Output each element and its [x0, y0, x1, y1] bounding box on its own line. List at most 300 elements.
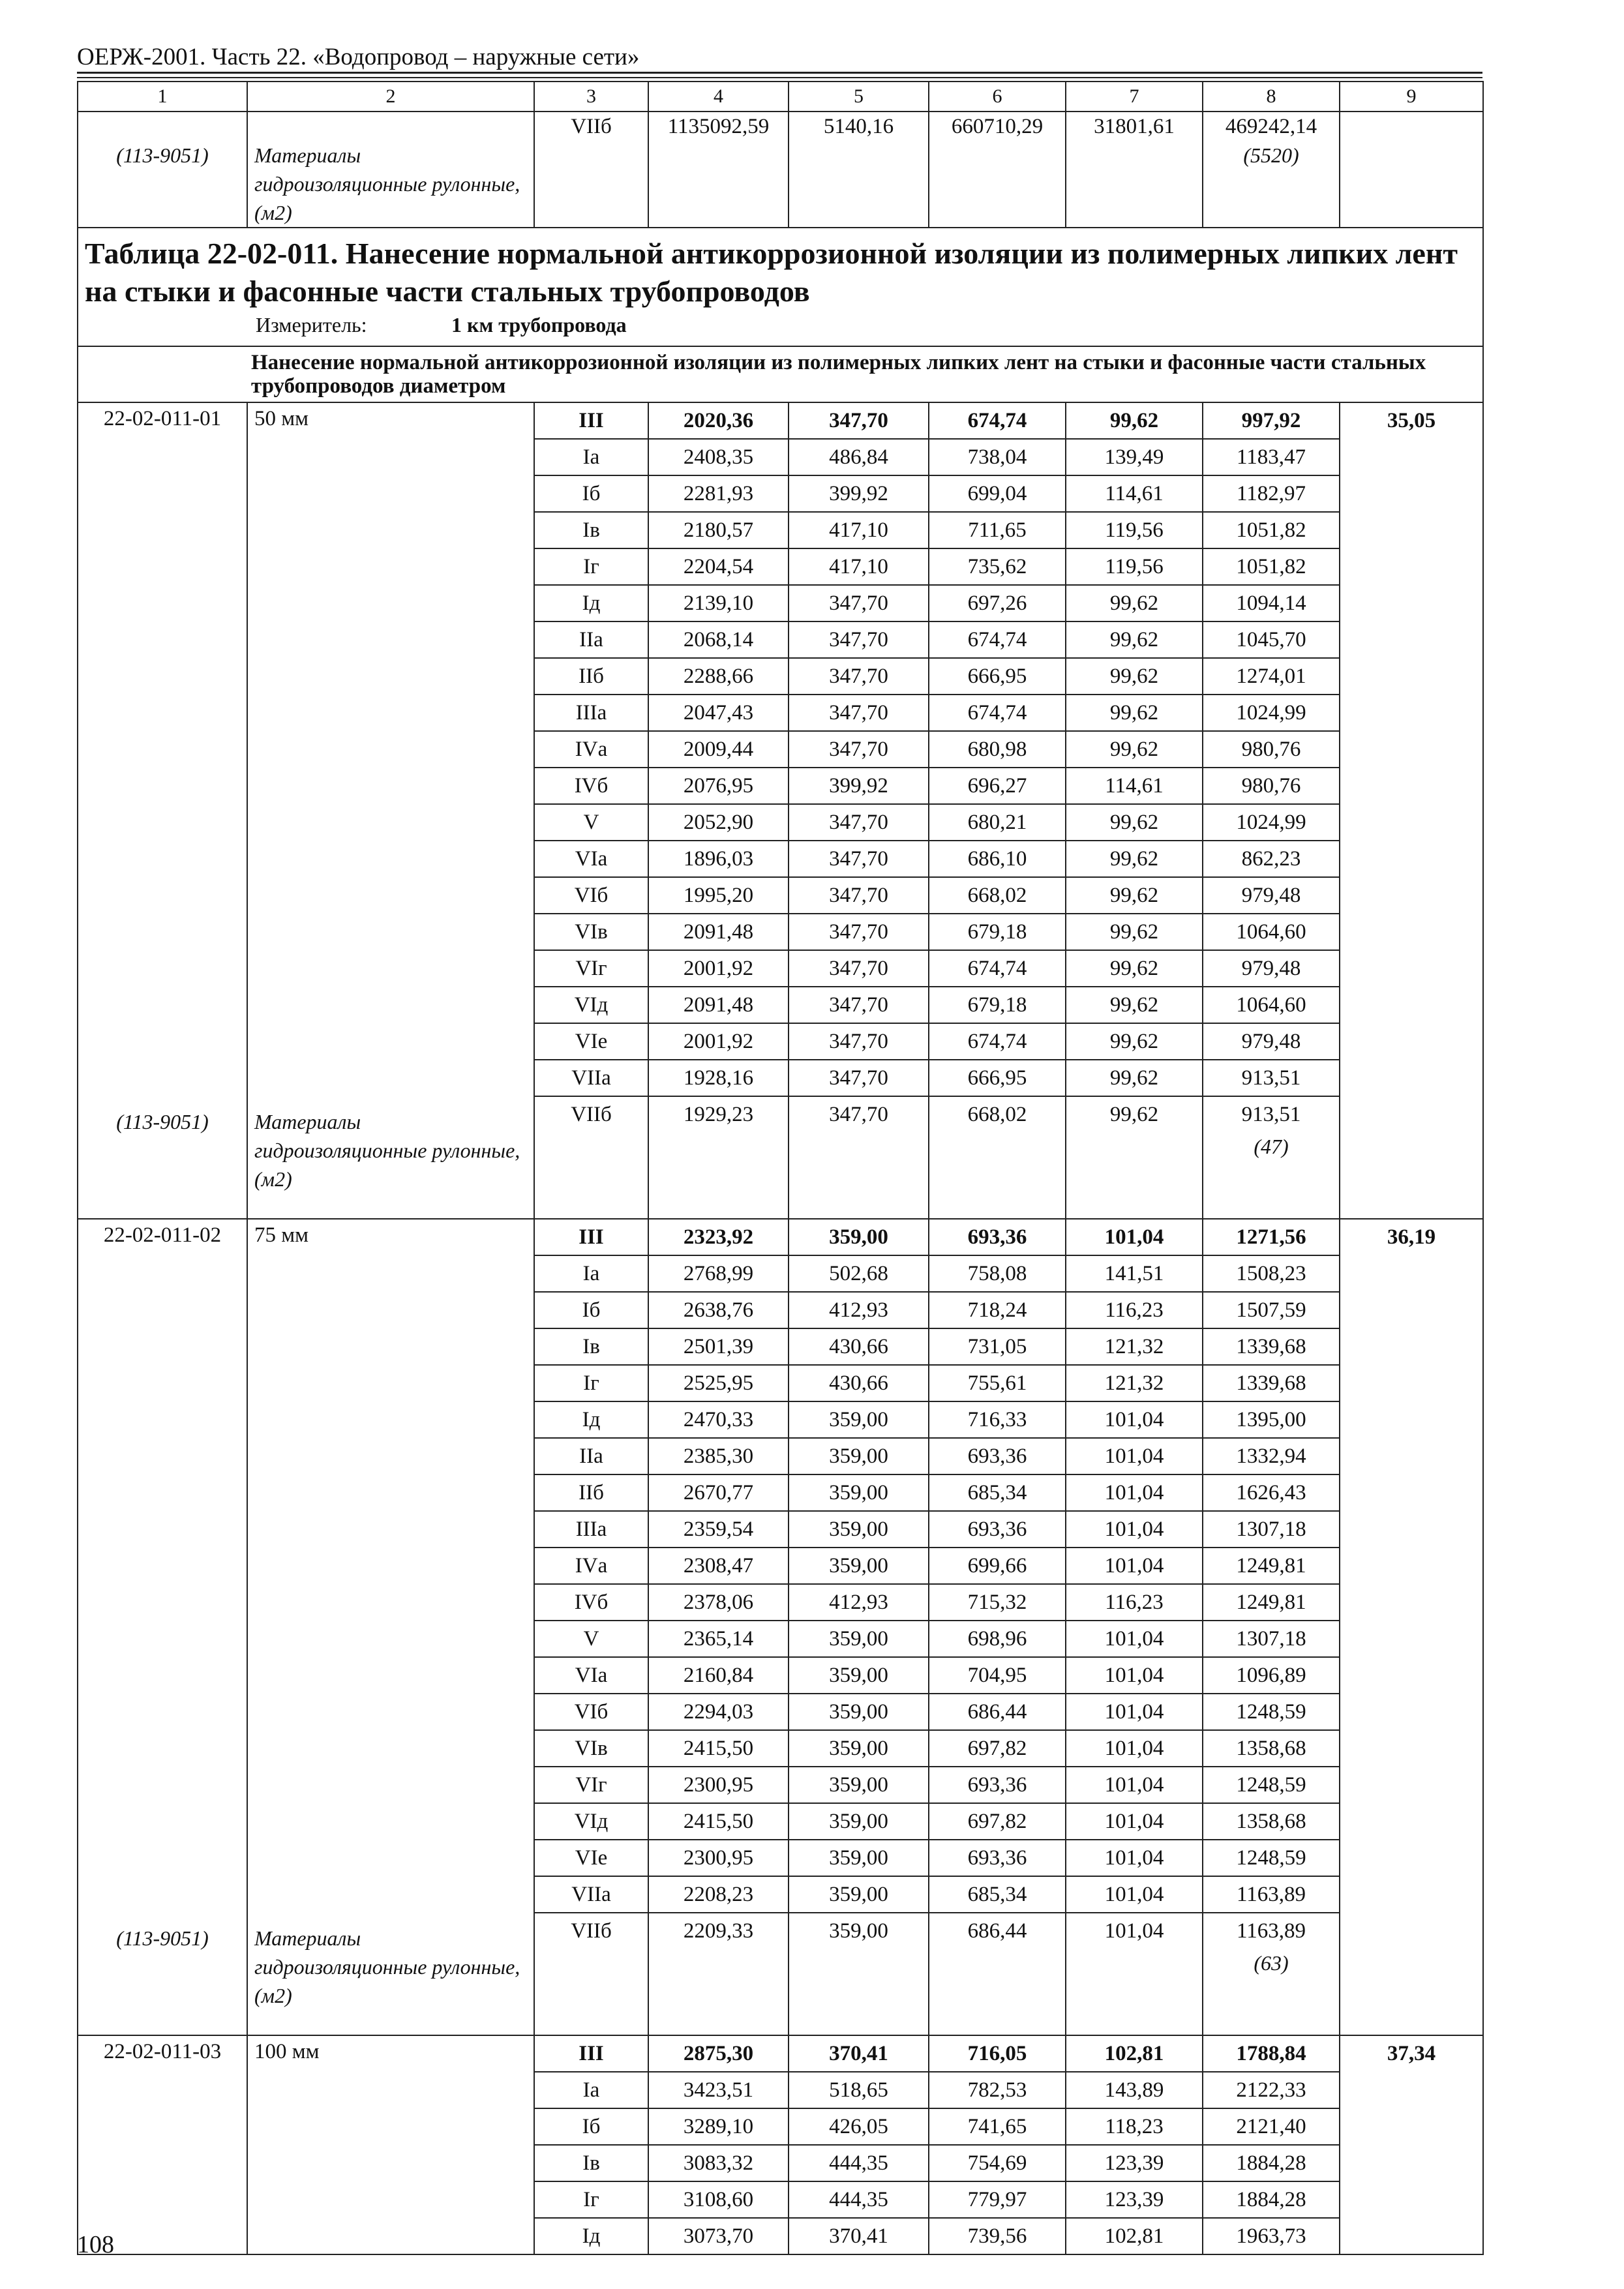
- cell-value: 1064,60: [1203, 987, 1339, 1024]
- cell-value: 2408,35: [649, 440, 788, 476]
- region-code: VIв: [535, 1731, 648, 1767]
- cell-value: 2076,95: [649, 768, 788, 805]
- carryover-row: [78, 112, 1483, 228]
- region-code: IIIа: [535, 695, 648, 732]
- cell-value: 347,70: [789, 914, 928, 951]
- table-title: Таблица 22-02-011. Нанесение нормальной антикоррозионной изоляции из полимерных липких лент на стыки и фасонные части стальных трубопроводов: [85, 237, 1458, 308]
- region-code: IIб: [535, 659, 648, 695]
- cell-value: 693,36: [929, 1439, 1065, 1475]
- region-code: Iа: [535, 1256, 648, 1293]
- cell-value: 1884,28: [1203, 2182, 1339, 2219]
- cell-value: 1248,59: [1203, 1840, 1339, 1877]
- cell-value: 679,18: [929, 987, 1065, 1024]
- cell-value: 2009,44: [649, 732, 788, 768]
- cell-value: 359,00: [789, 1731, 928, 1767]
- cell-value: 693,36: [929, 1512, 1065, 1548]
- rate-code: 22-02-011-01: [103, 407, 222, 430]
- cell-value: 979,48: [1203, 1024, 1339, 1060]
- cell-value: 1307,18: [1203, 1621, 1339, 1658]
- spacer: [1203, 1977, 1339, 2035]
- cell-value: 674,74: [929, 622, 1065, 659]
- cell-value: 430,66: [789, 1329, 928, 1366]
- spacer: [1203, 1161, 1339, 1218]
- cell-value: 685,34: [929, 1877, 1065, 1913]
- cell-value: 1182,97: [1203, 476, 1339, 513]
- header-rule-thin: [77, 77, 1482, 78]
- cell-value: 697,26: [929, 586, 1065, 622]
- labor-cost: 35,05: [1387, 409, 1436, 432]
- cell-value: 1626,43: [1203, 1475, 1339, 1512]
- cell-value: 426,05: [789, 2109, 928, 2146]
- rate-group: [78, 402, 1483, 1219]
- cell-value: 359,00: [789, 1439, 928, 1475]
- table-body: [78, 82, 1483, 2254]
- cell-value: 99,62: [1066, 987, 1202, 1024]
- cell-value: 518,65: [789, 2072, 928, 2109]
- cell-value: 101,04: [1066, 1731, 1202, 1767]
- region-code: IVа: [535, 732, 648, 768]
- cell-value: 1051,82: [1203, 549, 1339, 586]
- cell-value: 102,81: [1104, 2224, 1164, 2248]
- cell-value: 101,04: [1066, 1439, 1202, 1475]
- value-column-6: [929, 1219, 1066, 2035]
- region-code: IIа: [535, 622, 648, 659]
- value-column-8: [1203, 2035, 1340, 2254]
- column-number: 7: [1066, 82, 1203, 112]
- cell-value: 123,39: [1066, 2146, 1202, 2182]
- cell-value: 417,10: [789, 513, 928, 549]
- cell-value: 2300,95: [649, 1840, 788, 1877]
- work-name-cell: [247, 402, 534, 1219]
- cell-value: 1248,59: [1203, 1767, 1339, 1804]
- cell-value: 2323,92: [649, 1219, 788, 1256]
- cell-value: 668,02: [967, 1103, 1027, 1126]
- cell-value: 2001,92: [649, 951, 788, 987]
- measure-value: 1 км трубопровода: [451, 313, 627, 337]
- cell-value: 370,41: [829, 2224, 888, 2248]
- region-code: Iб: [535, 2109, 648, 2146]
- cell-value: 1928,16: [649, 1060, 788, 1097]
- value-column-4: [648, 402, 789, 1219]
- cell-value: 99,62: [1066, 1024, 1202, 1060]
- title-row: [78, 228, 1483, 346]
- cell-value: 1024,99: [1203, 805, 1339, 841]
- cell-value: 693,36: [929, 1767, 1065, 1804]
- value-column-7: [1066, 2035, 1203, 2254]
- cell-value: 716,33: [929, 1402, 1065, 1439]
- cell-value: 347,70: [789, 659, 928, 695]
- cell-value: 359,00: [789, 1621, 928, 1658]
- spacer: [929, 1949, 1065, 2035]
- cell-value: 697,82: [929, 1804, 1065, 1840]
- column-number-row: [78, 82, 1483, 112]
- region-code: Iд: [582, 2224, 601, 2248]
- cell-value: 359,00: [789, 1804, 928, 1840]
- region-code: VIIб: [571, 115, 612, 138]
- labor-cost-cell: [1340, 402, 1483, 1219]
- cell-value: 693,36: [929, 1219, 1065, 1256]
- cell-value: 347,70: [789, 987, 928, 1024]
- cell-value: 121,32: [1066, 1329, 1202, 1366]
- cell-value: 2052,90: [649, 805, 788, 841]
- cell-value: 99,62: [1066, 732, 1202, 768]
- cell-col6: 660710,29: [951, 115, 1044, 138]
- cell-value: 347,70: [789, 1024, 928, 1060]
- spacer: [929, 1132, 1065, 1218]
- cell-value: 679,18: [929, 914, 1065, 951]
- region-code: Iд: [535, 1402, 648, 1439]
- cell-value: 99,62: [1066, 1060, 1202, 1097]
- cell-value: 2160,84: [649, 1658, 788, 1694]
- cell-value: 1248,59: [1203, 1694, 1339, 1731]
- cell-value: 1064,60: [1203, 914, 1339, 951]
- cell-value: 913,51: [1203, 1060, 1339, 1097]
- cell-value: 716,05: [929, 2036, 1065, 2072]
- cell-value: 1358,68: [1203, 1731, 1339, 1767]
- cell-value: 347,70: [789, 805, 928, 841]
- column-number: 2: [247, 82, 534, 112]
- cell-value: 399,92: [789, 476, 928, 513]
- cell-value: 697,82: [929, 1731, 1065, 1767]
- cell-value: 2294,03: [649, 1694, 788, 1731]
- column-number: 4: [648, 82, 789, 112]
- spacer: [78, 1247, 247, 1924]
- region-code: IIб: [535, 1475, 648, 1512]
- region-code: Iг: [535, 1366, 648, 1402]
- cell-value: 99,62: [1066, 914, 1202, 951]
- subheading: Нанесение нормальной антикоррозионной изоляции из полимерных липких лент на стыки и фасонные части стальных трубопроводов диаметром: [78, 346, 1483, 402]
- cell-value: 2300,95: [649, 1767, 788, 1804]
- cell-value: 2281,93: [649, 476, 788, 513]
- cell-value: 347,70: [789, 732, 928, 768]
- cell-value: 444,35: [789, 2146, 928, 2182]
- cell-value: 99,62: [1066, 403, 1202, 440]
- measure-line: [85, 313, 1477, 337]
- cell-value: 2875,30: [649, 2036, 788, 2072]
- cell-value: 1183,47: [1203, 440, 1339, 476]
- cell-value: 116,23: [1066, 1585, 1202, 1621]
- region-code: IVб: [535, 1585, 648, 1621]
- cell-value: 979,48: [1203, 878, 1339, 914]
- cell-value: 99,62: [1066, 878, 1202, 914]
- cell-value: 1094,14: [1203, 586, 1339, 622]
- cell-value: 118,23: [1066, 2109, 1202, 2146]
- cell-value: 2768,99: [649, 1256, 788, 1293]
- cell-value: 486,84: [789, 440, 928, 476]
- cell-value: 347,70: [789, 878, 928, 914]
- cell-value: 417,10: [789, 549, 928, 586]
- cell-value: 1339,68: [1203, 1329, 1339, 1366]
- cell-value: 3423,51: [649, 2072, 788, 2109]
- labor-cost-cell: [1340, 1219, 1483, 2035]
- column-number: 5: [789, 82, 929, 112]
- cell-value: 359,00: [789, 1840, 928, 1877]
- rate-group: [78, 1219, 1483, 2035]
- cell-value: 99,62: [1066, 841, 1202, 878]
- cell-value: 699,66: [929, 1548, 1065, 1585]
- cell-value: 980,76: [1203, 732, 1339, 768]
- cell-value: 2068,14: [649, 622, 788, 659]
- value-column-5: [789, 402, 929, 1219]
- cell-value: 123,39: [1066, 2182, 1202, 2219]
- region-code: VIе: [535, 1024, 648, 1060]
- cell-value: 696,27: [929, 768, 1065, 805]
- cell-value: 99,62: [1109, 1103, 1159, 1126]
- cell-value: 347,70: [789, 586, 928, 622]
- region-code: IIIа: [535, 1512, 648, 1548]
- column-number: 9: [1340, 82, 1483, 112]
- cell-value: 114,61: [1066, 476, 1202, 513]
- cell-value: 2001,92: [649, 1024, 788, 1060]
- cell-value: 704,95: [929, 1658, 1065, 1694]
- material-code: (113-9051): [116, 1926, 209, 1950]
- cell-value: 674,74: [929, 951, 1065, 987]
- cell-value: 3289,10: [649, 2109, 788, 2146]
- cell-value: 1051,82: [1203, 513, 1339, 549]
- cell-value: 359,00: [789, 1219, 928, 1256]
- cell-value: 347,70: [789, 841, 928, 878]
- spacer: [649, 1132, 788, 1218]
- spacer: [789, 1132, 928, 1218]
- value-column-8: [1203, 402, 1340, 1219]
- cell-value: 666,95: [929, 659, 1065, 695]
- cell-value: 1884,28: [1203, 2146, 1339, 2182]
- cell-value: 143,89: [1066, 2072, 1202, 2109]
- cell-value: 755,61: [929, 1366, 1065, 1402]
- cell-value: 101,04: [1066, 1548, 1202, 1585]
- cell-value: 101,04: [1066, 1402, 1202, 1439]
- labor-cost: 37,34: [1387, 2042, 1436, 2065]
- cell-value: 116,23: [1066, 1293, 1202, 1329]
- cell-value: 735,62: [929, 549, 1065, 586]
- material-qty: (63): [1254, 1951, 1289, 1975]
- cell-value: 2209,33: [683, 1919, 754, 1943]
- cell-value: 101,04: [1066, 1767, 1202, 1804]
- cell-value: 101,04: [1066, 1877, 1202, 1913]
- cell-value: 2288,66: [649, 659, 788, 695]
- running-header: ОЕРЖ-2001. Часть 22. «Водопровод – наружные сети»: [77, 44, 640, 70]
- cell-value: 1788,84: [1203, 2036, 1339, 2072]
- cell-value: 2415,50: [649, 1731, 788, 1767]
- cell-value: 1358,68: [1203, 1804, 1339, 1840]
- region-code: Iв: [535, 2146, 648, 2182]
- cell-value: 666,95: [929, 1060, 1065, 1097]
- value-column-5: [789, 1219, 929, 2035]
- cell-value: 359,00: [789, 1512, 928, 1548]
- region-code: VIг: [535, 1767, 648, 1804]
- region-code: VIд: [535, 1804, 648, 1840]
- cell-value: 3083,32: [649, 2146, 788, 2182]
- cell-value: 359,00: [789, 1475, 928, 1512]
- cell-value: 1045,70: [1203, 622, 1339, 659]
- cell-value: 359,00: [789, 1658, 928, 1694]
- cell-value: 1995,20: [649, 878, 788, 914]
- cell-value: 2020,36: [649, 403, 788, 440]
- region-code: V: [535, 805, 648, 841]
- rate-code-cell: [78, 402, 247, 1219]
- cell-value: 3073,70: [683, 2224, 754, 2248]
- cell-value: 698,96: [929, 1621, 1065, 1658]
- cell-value: 2208,23: [649, 1877, 788, 1913]
- spacer: [1066, 1949, 1202, 2035]
- cell-value: 711,65: [929, 513, 1065, 549]
- cell-value: 997,92: [1203, 403, 1339, 440]
- cell-value: 738,04: [929, 440, 1065, 476]
- cell-value: 101,04: [1066, 1621, 1202, 1658]
- cell-value: 699,04: [929, 476, 1065, 513]
- region-code: VIа: [535, 841, 648, 878]
- region-code: VIIб: [571, 1919, 612, 1943]
- cell-value: 2139,10: [649, 586, 788, 622]
- value-column-4: [648, 1219, 789, 2035]
- cell-value: 119,56: [1066, 513, 1202, 549]
- region-code: Iг: [535, 2182, 648, 2219]
- value-column-3: [534, 402, 648, 1219]
- material-qty: (47): [1254, 1135, 1289, 1158]
- value-column-7: [1066, 1219, 1203, 2035]
- cell-value: 359,00: [789, 1402, 928, 1439]
- cell-value: 1163,89: [1236, 1919, 1306, 1943]
- cell-value: 412,93: [789, 1585, 928, 1621]
- cell-value: 1307,18: [1203, 1512, 1339, 1548]
- region-code: VIIа: [535, 1877, 648, 1913]
- value-column-6: [929, 2035, 1066, 2254]
- cell-value: 739,56: [967, 2224, 1027, 2248]
- cell-value: 101,04: [1066, 1512, 1202, 1548]
- cell-value: 347,70: [789, 951, 928, 987]
- cell-value: 101,04: [1066, 1475, 1202, 1512]
- labor-cost: 36,19: [1387, 1225, 1436, 1249]
- header-rule: [77, 72, 1482, 74]
- cell-value: 99,62: [1066, 805, 1202, 841]
- material-text: Материалы гидроизоляционные рулонные, (м2): [254, 1110, 520, 1191]
- cell-value: 347,70: [789, 403, 928, 440]
- cell-value: 399,92: [789, 768, 928, 805]
- rate-code: 22-02-011-02: [103, 1223, 222, 1247]
- region-code: VIб: [535, 878, 648, 914]
- cell-value: 1249,81: [1203, 1548, 1339, 1585]
- cell-value: 101,04: [1066, 1658, 1202, 1694]
- cell-value: 3108,60: [649, 2182, 788, 2219]
- cell-value: 1507,59: [1203, 1293, 1339, 1329]
- cell-value: 1249,81: [1203, 1585, 1339, 1621]
- cell-value: 1163,89: [1203, 1877, 1339, 1913]
- region-code: Iб: [535, 476, 648, 513]
- region-code: V: [535, 1621, 648, 1658]
- cell-value: 779,97: [929, 2182, 1065, 2219]
- cell-value: 359,00: [789, 1877, 928, 1913]
- cell-value: 119,56: [1066, 549, 1202, 586]
- cell-value: 347,70: [789, 695, 928, 732]
- region-code: VIд: [535, 987, 648, 1024]
- column-number: 6: [929, 82, 1066, 112]
- cell-value: 359,00: [789, 1767, 928, 1804]
- cell-value: 101,04: [1104, 1919, 1164, 1943]
- region-code: IVб: [535, 768, 648, 805]
- cell-value: 99,62: [1066, 586, 1202, 622]
- cell-value: 1929,23: [683, 1103, 754, 1126]
- value-column-8: [1203, 1219, 1340, 2035]
- cell-value: 141,51: [1066, 1256, 1202, 1293]
- region-code: III: [535, 2036, 648, 2072]
- spacer: [254, 1247, 534, 1924]
- cell-value: 980,76: [1203, 768, 1339, 805]
- value-column-5: [789, 2035, 929, 2254]
- subheading-row: [78, 346, 1483, 402]
- cell-value: 2385,30: [649, 1439, 788, 1475]
- cell-value: 1339,68: [1203, 1366, 1339, 1402]
- spacer: [535, 1132, 648, 1218]
- cell-col5: 5140,16: [823, 115, 894, 138]
- cell-value: 913,51: [1241, 1103, 1301, 1126]
- cell-value: 758,08: [929, 1256, 1065, 1293]
- cell-value: 370,41: [789, 2036, 928, 2072]
- cell-value: 347,70: [789, 1060, 928, 1097]
- spacer: [1066, 1132, 1202, 1218]
- material-code: (113-9051): [116, 143, 209, 167]
- region-code: Iб: [535, 1293, 648, 1329]
- region-code: IIа: [535, 1439, 648, 1475]
- cell-value: 686,44: [929, 1694, 1065, 1731]
- cell-value: 99,62: [1066, 951, 1202, 987]
- region-code: Iа: [535, 2072, 648, 2109]
- cell-value: 1508,23: [1203, 1256, 1339, 1293]
- region-code: IVа: [535, 1548, 648, 1585]
- region-code: VIа: [535, 1658, 648, 1694]
- cell-value: 101,04: [1066, 1840, 1202, 1877]
- cell-value: 680,21: [929, 805, 1065, 841]
- work-name-cell: [247, 2035, 534, 2254]
- cell-value: 2121,40: [1203, 2109, 1339, 2146]
- value-column-7: [1066, 402, 1203, 1219]
- cell-value: 114,61: [1066, 768, 1202, 805]
- material-code: (113-9051): [116, 1110, 209, 1133]
- cell-value: 359,00: [789, 1694, 928, 1731]
- cell-value: 731,05: [929, 1329, 1065, 1366]
- value-column-3: [534, 2035, 648, 2254]
- region-code: VIг: [535, 951, 648, 987]
- page-number: 108: [77, 2231, 114, 2258]
- region-code: VIIб: [571, 1103, 612, 1126]
- region-code: VIб: [535, 1694, 648, 1731]
- cell-value: 2122,33: [1203, 2072, 1339, 2109]
- cell-value: 674,74: [929, 1024, 1065, 1060]
- cell-value: 2670,77: [649, 1475, 788, 1512]
- material-text: Материалы гидроизоляционные рулонные, (м2): [254, 1926, 520, 2007]
- cell-value: 101,04: [1066, 1804, 1202, 1840]
- cell-value: 99,62: [1066, 622, 1202, 659]
- rate-group: [78, 2035, 1483, 2254]
- cell-value: 444,35: [789, 2182, 928, 2219]
- cell-value: 754,69: [929, 2146, 1065, 2182]
- cell-value: 2378,06: [649, 1585, 788, 1621]
- region-code: Iа: [535, 440, 648, 476]
- cell-value: 741,65: [929, 2109, 1065, 2146]
- cell-value: 680,98: [929, 732, 1065, 768]
- work-name: 50 мм: [254, 407, 309, 430]
- rates-table: [77, 81, 1484, 2255]
- cell-value: 430,66: [789, 1366, 928, 1402]
- cell-value: 102,81: [1066, 2036, 1202, 2072]
- work-name: 75 мм: [254, 1223, 309, 1247]
- work-name: 100 мм: [254, 2040, 320, 2063]
- cell-value: 674,74: [929, 403, 1065, 440]
- spacer: [789, 1949, 928, 2035]
- cell-value: 2359,54: [649, 1512, 788, 1548]
- cell-value: 668,02: [929, 878, 1065, 914]
- cell-value: 2415,50: [649, 1804, 788, 1840]
- rate-code-cell: [78, 1219, 247, 2035]
